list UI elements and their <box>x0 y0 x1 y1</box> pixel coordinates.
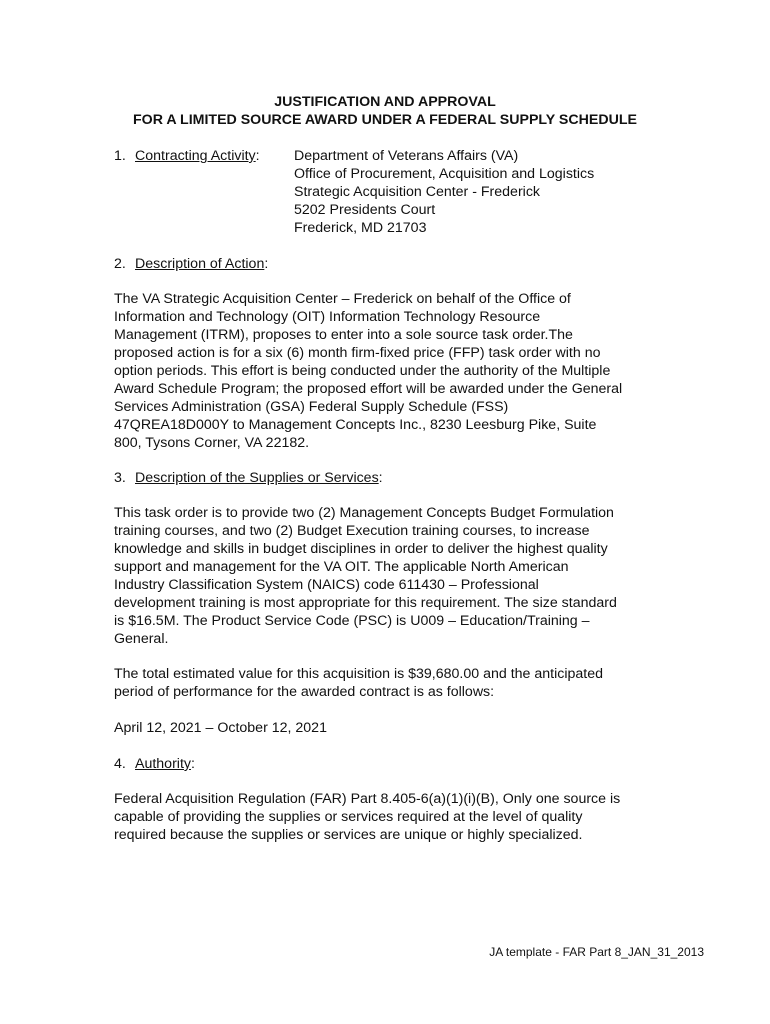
paragraph-line: training courses, and two (2) Budget Execution training courses, to increase <box>114 523 590 539</box>
paragraph-line: proposed action is for a six (6) month firm-fixed price (FFP) task order with no <box>114 345 601 361</box>
paragraph-line: Industry Classification System (NAICS) code 611430 – Professional <box>114 577 539 593</box>
paragraph-line: period of performance for the awarded contract is as follows: <box>114 684 495 700</box>
section2-title: Description of Action <box>135 256 265 272</box>
paragraph-line: Information and Technology (OIT) Information Technology Resource <box>114 309 541 325</box>
section3-heading <box>114 469 383 487</box>
supplies-services-paragraph <box>114 504 674 648</box>
estimated-value-paragraph <box>114 665 674 701</box>
paragraph-line: Services Administration (GSA) Federal Supply Schedule (FSS) <box>114 399 509 415</box>
paragraph-line: The total estimated value for this acquisition is $39,680.00 and the anticipated <box>114 666 603 682</box>
paragraph-line: 800, Tysons Corner, VA 22182. <box>114 435 310 451</box>
section4-title: Authority <box>135 756 191 772</box>
section1-colon: : <box>255 148 260 164</box>
paragraph-line: is $16.5M. The Product Service Code (PSC) is U009 – Education/Training – <box>114 613 590 629</box>
authority-paragraph <box>114 790 674 844</box>
page-footer: JA template - FAR Part 8_JAN_31_2013 <box>489 945 704 959</box>
period-line: April 12, 2021 – October 12, 2021 <box>114 720 327 736</box>
contracting-activity-address <box>294 147 594 237</box>
section2-number: 2. <box>114 256 126 272</box>
address-line: Frederick, MD 21703 <box>294 220 427 236</box>
section4-number: 4. <box>114 756 126 772</box>
address-line: 5202 Presidents Court <box>294 202 436 218</box>
description-of-action-paragraph <box>114 290 674 452</box>
period-of-performance <box>114 719 674 737</box>
paragraph-line: development training is most appropriate for this requirement. The size standard <box>114 595 617 611</box>
paragraph-line: option periods. This effort is being conducted under the authority of the Multiple <box>114 363 611 379</box>
address-line: Department of Veterans Affairs (VA) <box>294 148 519 164</box>
section4-colon: : <box>191 756 195 772</box>
paragraph-line: Award Schedule Program; the proposed effort will be awarded under the General <box>114 381 623 397</box>
section2-heading <box>114 255 268 273</box>
paragraph-line: 47QREA18D000Y to Management Concepts Inc., 8230 Leesburg Pike, Suite <box>114 417 597 433</box>
section3-colon: : <box>378 470 383 486</box>
section1-number: 1. <box>114 148 126 164</box>
paragraph-line: This task order is to provide two (2) Management Concepts Budget Formulation <box>114 505 614 521</box>
document-title-line1: JUSTIFICATION AND APPROVAL <box>274 94 496 110</box>
address-line: Office of Procurement, Acquisition and Logistics <box>294 166 595 182</box>
address-line: Strategic Acquisition Center - Frederick <box>294 184 541 200</box>
paragraph-line: support and management for the VA OIT. The applicable North American <box>114 559 569 575</box>
paragraph-line: capable of providing the supplies or services required at the level of quality <box>114 809 583 825</box>
section2-colon: : <box>264 256 269 272</box>
document-title-line2: FOR A LIMITED SOURCE AWARD UNDER A FEDERAL SUPPLY SCHEDULE <box>133 112 637 128</box>
section3-title: Description of the Supplies or Services <box>135 470 379 486</box>
section4-heading <box>114 755 195 773</box>
paragraph-line: required because the supplies or services are unique or highly specialized. <box>114 827 583 843</box>
paragraph-line: Management (ITRM), proposes to enter into a sole source task order.The <box>114 327 573 343</box>
section1-heading <box>114 147 260 165</box>
paragraph-line: knowledge and skills in budget disciplines in order to deliver the highest quality <box>114 541 608 557</box>
section3-number: 3. <box>114 470 126 486</box>
paragraph-line: Federal Acquisition Regulation (FAR) Part 8.405-6(a)(1)(i)(B), Only one source is <box>114 791 621 807</box>
paragraph-line: General. <box>114 631 169 647</box>
section1-title: Contracting Activity <box>135 148 256 164</box>
paragraph-line: The VA Strategic Acquisition Center – Frederick on behalf of the Office of <box>114 291 571 307</box>
